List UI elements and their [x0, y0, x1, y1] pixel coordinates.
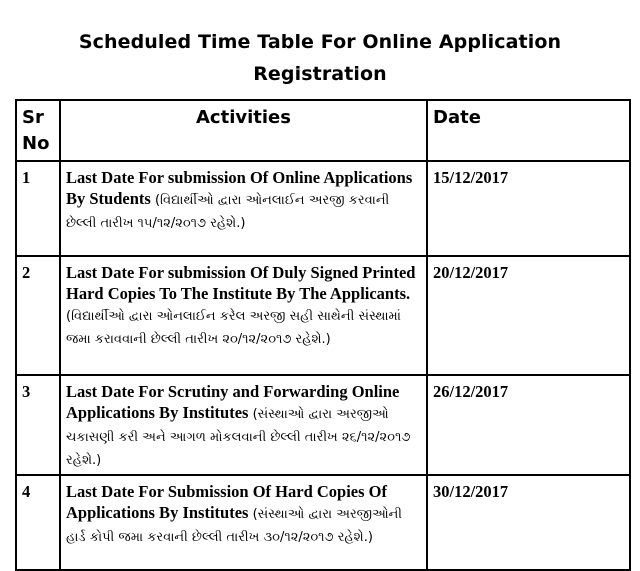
row-date: 30/12/2017	[427, 475, 630, 570]
row-activity	[60, 161, 427, 256]
title-line-1: Scheduled Time Table For Online Application	[78, 31, 562, 53]
table-row	[16, 375, 630, 475]
schedule-table	[15, 99, 631, 571]
row-sr-number: 2	[16, 256, 60, 375]
activity-gujarati: (સંસ્થાઓ દ્વારા અરજીઓ ચકાસણી કરી અને આગળ મોકલવાની છેલ્લી તારીખ ૨૬/૧૨/૨૦૧૭ રહેશે.)	[66, 407, 411, 468]
header-sr-no: Sr No	[16, 100, 60, 161]
header-activities: Activities	[60, 100, 427, 161]
header-date: Date	[427, 100, 630, 161]
activity-gujarati: (વિદ્યાર્થીઓ દ્વારા ઓનલાઈન કરેલ અરજી સહી સાથેની સંસ્થામાં જમા કરાવવાની છેલ્લી તારીખ ૨૦/૧૨/૨૦૧૭ રહેશે.)	[66, 309, 401, 347]
title-line-2: Registration	[253, 63, 387, 85]
row-sr-number: 3	[16, 375, 60, 475]
activity-english: Last Date For Scrutiny and Forwarding Online Applications By Institutes	[66, 382, 400, 422]
activity-gujarati: (વિદ્યાર્થીઓ દ્વારા ઓનલાઈન અરજી કરવાની છેલ્લી તારીખ ૧૫/૧૨/૨૦૧૭ રહેશે.)	[66, 193, 390, 231]
row-activity	[60, 256, 427, 375]
activity-english: Last Date For submission Of Online Applications By Students	[66, 168, 413, 208]
activity-english: Last Date For Submission Of Hard Copies Of Applications By Institutes	[66, 482, 388, 522]
row-date: 20/12/2017	[427, 256, 630, 375]
table-header-row	[16, 100, 630, 161]
row-activity	[60, 375, 427, 475]
table-row	[16, 256, 630, 375]
row-sr-number: 4	[16, 475, 60, 570]
row-date: 15/12/2017	[427, 161, 630, 256]
activity-english: Last Date For submission Of Duly Signed Printed Hard Copies To The Institute By The Applicants.	[66, 263, 416, 303]
row-activity	[60, 475, 427, 570]
table-row	[16, 161, 630, 256]
page-title	[0, 26, 640, 90]
row-date: 26/12/2017	[427, 375, 630, 475]
table-row	[16, 475, 630, 570]
activity-gujarati: (સંસ્થાઓ દ્વારા અરજીઓની હાર્ડ કોપી જમા કરવાની છેલ્લી તારીખ ૩૦/૧૨/૨૦૧૭ રહેશે.)	[66, 507, 403, 545]
row-sr-number: 1	[16, 161, 60, 256]
